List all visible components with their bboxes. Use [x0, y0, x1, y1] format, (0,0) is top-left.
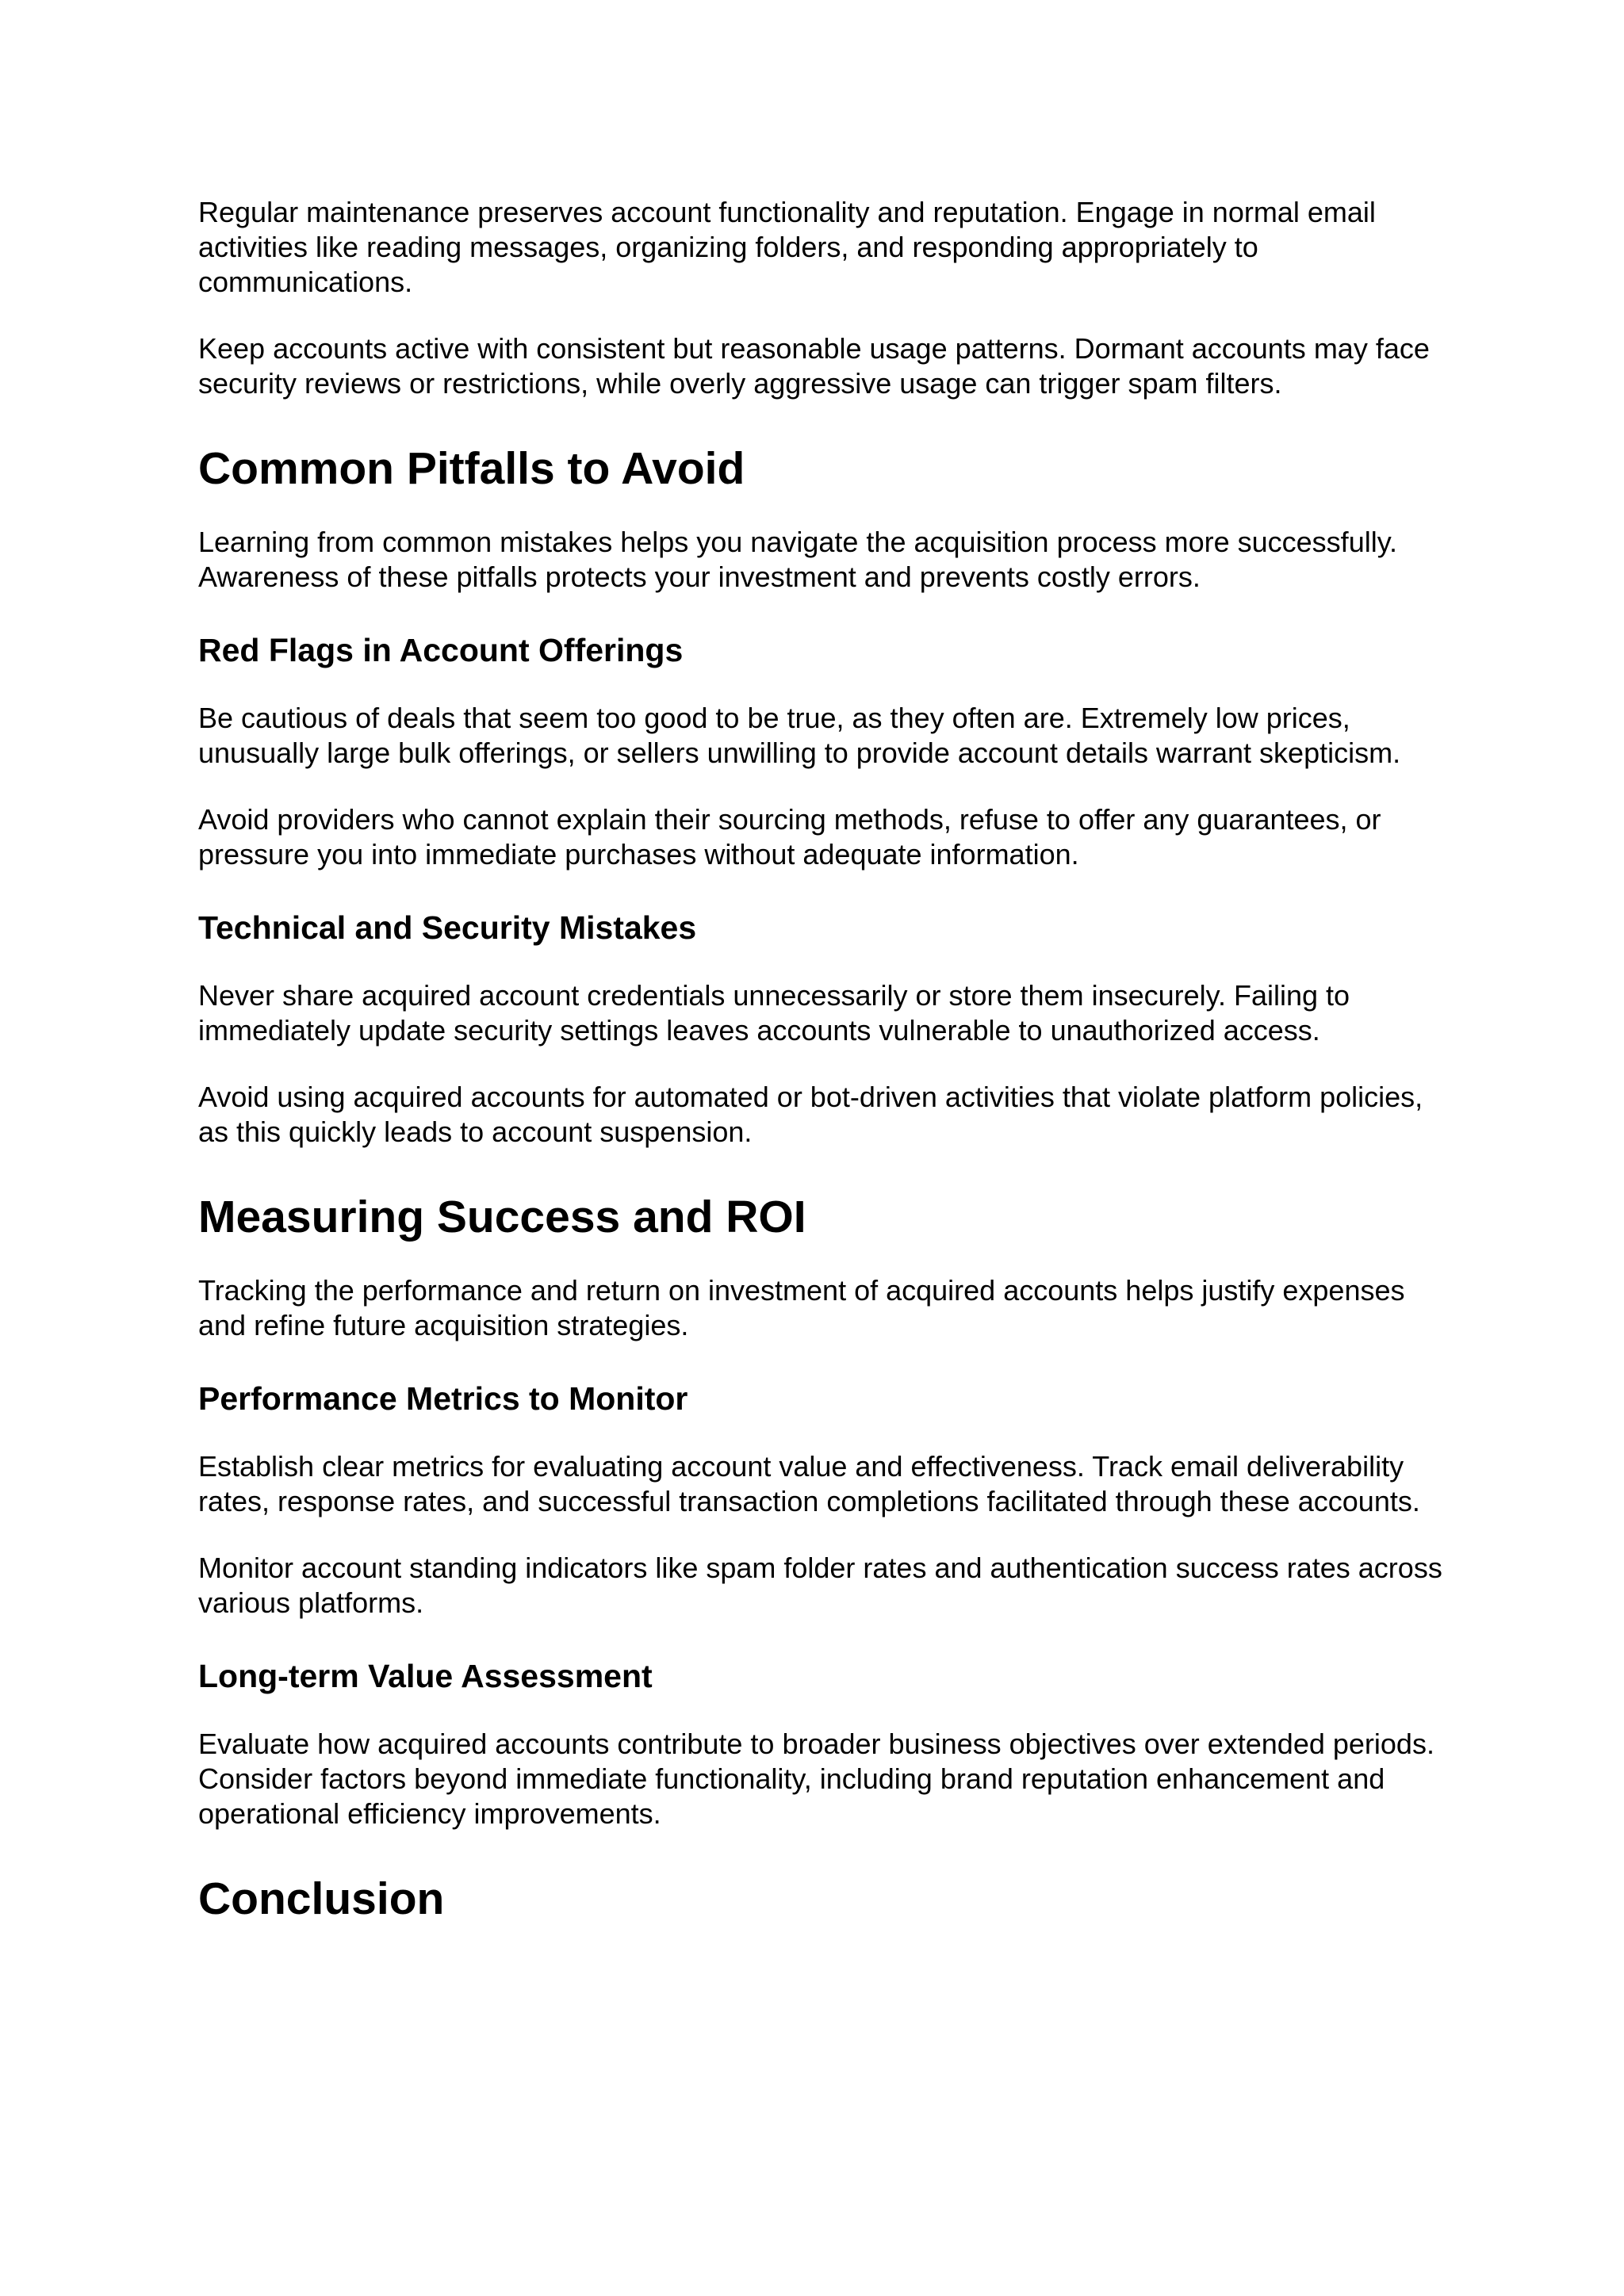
heading-common-pitfalls: Common Pitfalls to Avoid	[198, 443, 745, 494]
paragraph-technical-2: Avoid using acquired accounts for automated or bot-driven activities that violate platform policies, as this quickly leads to account suspension.	[198, 1081, 1423, 1148]
document-page	[198, 195, 1451, 1925]
paragraph-measuring-intro: Tracking the performance and return on investment of acquired accounts helps justify expenses and refine future acquisition strategies.	[198, 1274, 1405, 1341]
paragraph-technical-1: Never share acquired account credentials unnecessarily or store them insecurely. Failing to immediately update security settings leaves accounts vulnerable to unauthorized access.	[198, 979, 1350, 1047]
heading-conclusion: Conclusion	[198, 1873, 445, 1924]
paragraph-maintenance-2: Keep accounts active with consistent but reasonable usage patterns. Dormant accounts may face security reviews or restrictions, while overly aggressive usage can trigger spam filters.	[198, 332, 1430, 400]
heading-measuring-success: Measuring Success and ROI	[198, 1192, 806, 1242]
paragraph-pitfalls-intro: Learning from common mistakes helps you navigate the acquisition process more successfully. Awareness of these pitfalls protects your investment and prevents costly errors.	[198, 526, 1398, 593]
paragraph-metrics-1: Establish clear metrics for evaluating account value and effectiveness. Track email deliverability rates, response rates, and successful transaction completions facilitated through these accounts.	[198, 1450, 1420, 1517]
paragraph-maintenance-1: Regular maintenance preserves account functionality and reputation. Engage in normal email activities like reading messages, organizing folders, and responding appropriately to communications.	[198, 196, 1376, 298]
subheading-red-flags: Red Flags in Account Offerings	[198, 632, 684, 668]
paragraph-red-flags-1: Be cautious of deals that seem too good to be true, as they often are. Extremely low prices, unusually large bulk offerings, or sellers unwilling to provide account details warrant skepticism.	[198, 702, 1401, 769]
paragraph-metrics-2: Monitor account standing indicators like spam folder rates and authentication success rates across various platforms.	[198, 1552, 1442, 1619]
subheading-technical-mistakes: Technical and Security Mistakes	[198, 909, 697, 946]
paragraph-red-flags-2: Avoid providers who cannot explain their sourcing methods, refuse to offer any guarantees, or pressure you into immediate purchases without adequate information.	[198, 803, 1381, 871]
paragraph-long-term: Evaluate how acquired accounts contribute to broader business objectives over extended periods. Consider factors beyond immediate functionality, including brand reputation enhancement and operational efficiency improvements.	[198, 1728, 1434, 1830]
subheading-long-term-value: Long-term Value Assessment	[198, 1658, 653, 1694]
subheading-performance-metrics: Performance Metrics to Monitor	[198, 1380, 688, 1417]
